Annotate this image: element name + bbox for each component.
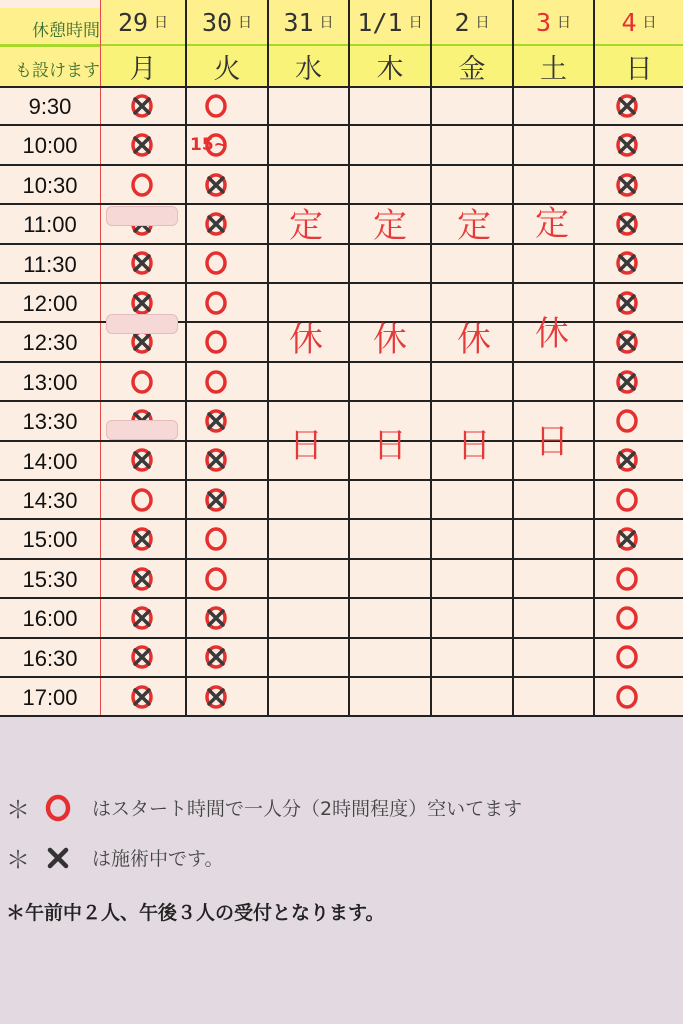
booked-cross-icon xyxy=(129,290,155,316)
booked-cross-icon xyxy=(203,487,229,513)
booked-cross-icon xyxy=(203,408,229,434)
grid-row-line xyxy=(0,676,683,678)
booked-cross-icon xyxy=(129,526,155,552)
weekday-sun: 日 xyxy=(595,46,683,86)
booked-cross-icon xyxy=(129,644,155,670)
grid-row-line xyxy=(0,518,683,520)
weekday-thu: 木 xyxy=(350,46,430,86)
star-bullet: ＊ xyxy=(6,796,30,824)
grid-row-line xyxy=(0,361,683,363)
time-label: 13:30 xyxy=(22,409,78,435)
booked-cross-icon xyxy=(614,250,640,276)
holiday-char-fri-3: 日 xyxy=(457,426,491,466)
available-circle-icon xyxy=(203,329,229,355)
grid-row-line xyxy=(0,86,683,88)
grid-divider xyxy=(512,0,514,717)
time-label: 13:00 xyxy=(22,369,78,395)
grid-row-line xyxy=(0,440,683,442)
time-label: 14:30 xyxy=(22,488,78,513)
holiday-char-wed-2: 休 xyxy=(289,320,323,360)
grid-row-line xyxy=(0,164,683,166)
booked-cross-icon xyxy=(129,250,155,276)
time-label: 15:00 xyxy=(22,527,78,553)
grid-divider xyxy=(185,0,187,717)
break-note-line2: も設けます xyxy=(0,48,100,88)
grid-row-line xyxy=(0,203,683,205)
time-label: 9:30 xyxy=(28,94,72,119)
holiday-char-sat-2: 休 xyxy=(535,314,569,354)
available-circle-icon xyxy=(614,605,640,631)
time-label: 11:30 xyxy=(23,251,77,277)
holiday-char-wed-1: 定 xyxy=(289,206,323,246)
booked-cross-icon xyxy=(614,132,640,158)
booked-cross-icon xyxy=(203,644,229,670)
grid-divider xyxy=(430,0,432,717)
weekday-wed: 水 xyxy=(269,46,348,86)
booked-cross-icon xyxy=(614,329,640,355)
booked-cross-icon xyxy=(129,566,155,592)
booked-cross-icon xyxy=(614,369,640,395)
grid-row-line xyxy=(0,243,683,245)
available-circle-icon xyxy=(614,566,640,592)
available-circle-icon xyxy=(203,369,229,395)
grid-divider xyxy=(348,0,350,717)
date-1-1: 1/1 日 xyxy=(350,0,430,44)
booked-cross-icon xyxy=(129,447,155,473)
holiday-char-wed-3: 日 xyxy=(289,426,323,466)
available-circle-icon xyxy=(614,684,640,710)
circle-icon xyxy=(38,793,78,823)
time-label: 14:00 xyxy=(22,448,78,474)
date-31: 31 日 xyxy=(269,0,348,44)
sticky-tag xyxy=(106,206,178,226)
break-note-line1: 休憩時間 xyxy=(0,8,100,48)
available-circle-icon xyxy=(129,172,155,198)
booked-cross-icon xyxy=(614,447,640,473)
holiday-char-fri-2: 休 xyxy=(457,320,491,360)
time-label: 10:00 xyxy=(22,133,78,159)
start-time-note: 15~ xyxy=(190,135,228,155)
booked-cross-icon xyxy=(129,93,155,119)
holiday-char-fri-1: 定 xyxy=(457,206,491,246)
date-30: 30 日 xyxy=(187,0,267,44)
sticky-tag xyxy=(106,420,178,440)
time-label: 16:00 xyxy=(22,606,78,632)
date-2: 2 日 xyxy=(432,0,512,44)
grid-row-line xyxy=(0,637,683,639)
available-circle-icon xyxy=(203,526,229,552)
date-29: 29 日 xyxy=(101,0,185,44)
grid-divider-time xyxy=(100,0,101,717)
date-3: 3 日 xyxy=(514,0,593,44)
available-circle-icon xyxy=(614,408,640,434)
date-4: 4 日 xyxy=(595,0,683,44)
cross-icon xyxy=(38,845,78,871)
grid-divider xyxy=(267,0,269,717)
holiday-char-sat-3: 日 xyxy=(535,422,569,462)
time-label: 11:00 xyxy=(23,212,77,238)
available-circle-icon xyxy=(203,250,229,276)
grid-row-line xyxy=(0,597,683,599)
booked-cross-icon xyxy=(614,93,640,119)
grid-row-line xyxy=(0,282,683,284)
available-circle-icon xyxy=(129,487,155,513)
time-label: 10:30 xyxy=(22,172,78,198)
available-circle-icon xyxy=(129,369,155,395)
weekday-tue: 火 xyxy=(187,46,267,86)
grid-divider xyxy=(593,0,595,717)
weekday-fri: 金 xyxy=(432,46,512,86)
grid-row-line xyxy=(0,400,683,402)
booked-cross-icon xyxy=(203,684,229,710)
available-circle-icon xyxy=(203,566,229,592)
booked-cross-icon xyxy=(203,211,229,237)
available-circle-icon xyxy=(203,93,229,119)
booked-cross-icon xyxy=(129,684,155,710)
weekday-mon: 月 xyxy=(101,46,185,86)
grid-row-line xyxy=(0,321,683,323)
legend-available xyxy=(6,790,522,825)
sticky-tag xyxy=(106,314,178,334)
grid-row-line xyxy=(0,124,683,126)
time-label: 15:30 xyxy=(22,566,78,592)
holiday-char-thu-3: 日 xyxy=(373,426,407,466)
legend-busy xyxy=(6,840,223,875)
time-label: 12:30 xyxy=(22,330,78,356)
holiday-char-sat-1: 定 xyxy=(535,204,569,244)
holiday-char-thu-2: 休 xyxy=(373,320,407,360)
available-circle-icon xyxy=(614,644,640,670)
weekday-sat: 土 xyxy=(514,46,593,86)
booked-cross-icon xyxy=(614,172,640,198)
booked-cross-icon xyxy=(203,605,229,631)
booked-cross-icon xyxy=(129,605,155,631)
grid-row-line xyxy=(0,715,683,717)
star-bullet: ＊ xyxy=(6,846,30,874)
booked-cross-icon xyxy=(614,526,640,552)
time-label: 17:00 xyxy=(22,685,78,710)
available-circle-icon xyxy=(203,290,229,316)
booked-cross-icon xyxy=(614,211,640,237)
booked-cross-icon xyxy=(129,132,155,158)
reception-note: ＊午前中２人、午後３人の受付となります。 xyxy=(6,902,385,924)
booked-cross-icon xyxy=(203,172,229,198)
booked-cross-icon xyxy=(203,447,229,473)
grid-row-line xyxy=(0,558,683,560)
available-circle-icon xyxy=(614,487,640,513)
grid-row-line xyxy=(0,479,683,481)
holiday-char-thu-1: 定 xyxy=(373,206,407,246)
booked-cross-icon xyxy=(614,290,640,316)
legend-busy-text: は施術中です。 xyxy=(92,848,224,870)
legend-available-text: はスタート時間で一人分（2時間程度）空いてます xyxy=(92,798,523,820)
time-label: 12:00 xyxy=(22,291,78,316)
time-label: 16:30 xyxy=(22,645,78,671)
